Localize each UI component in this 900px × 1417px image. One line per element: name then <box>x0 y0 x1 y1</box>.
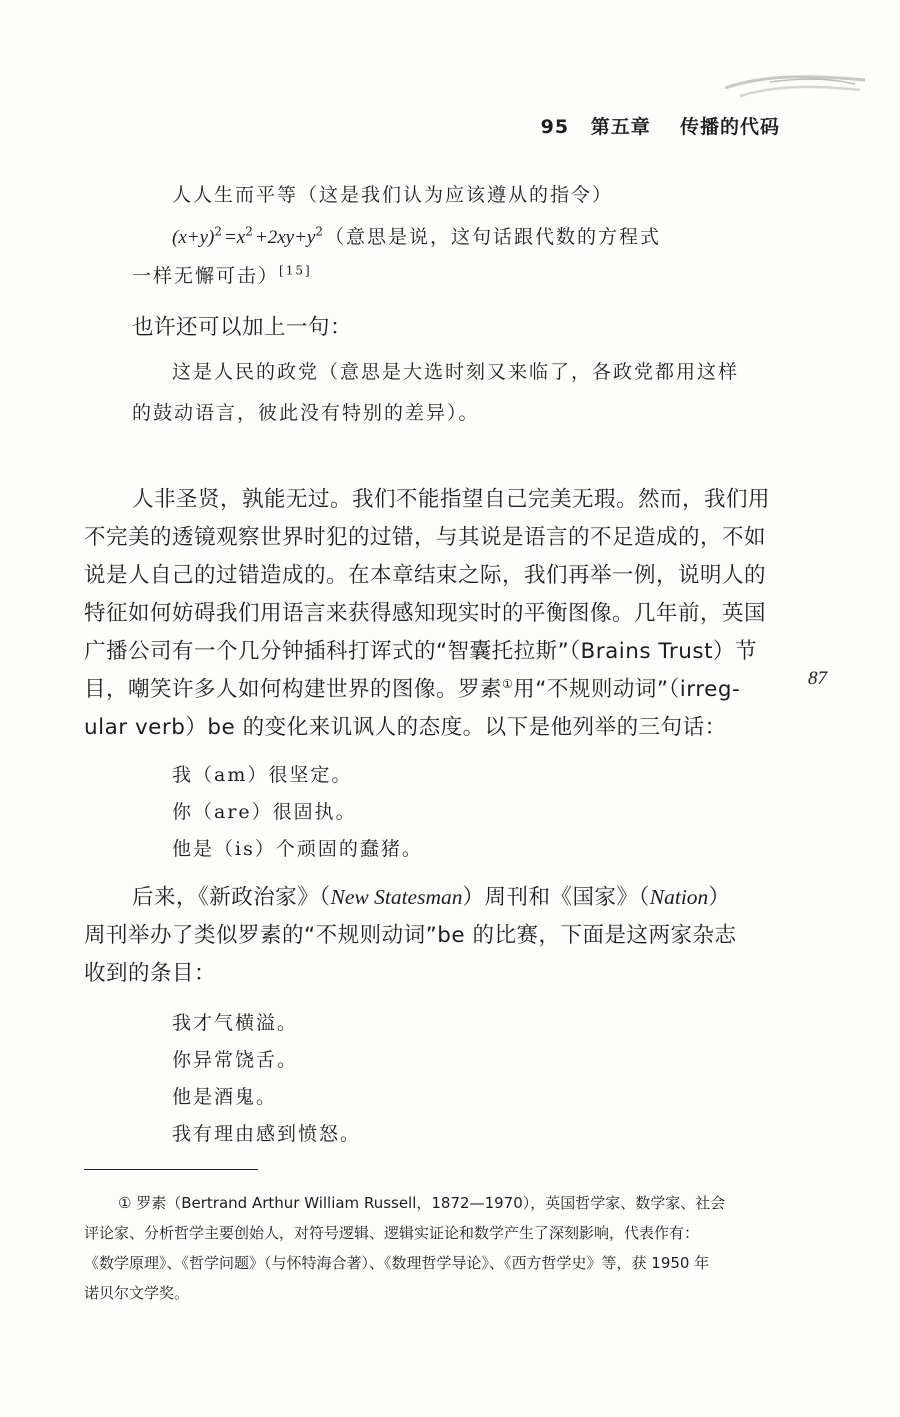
para1-line1: 人非圣贤，孰能无过。我们不能指望自己完美无瑕。然而，我们用 <box>132 487 771 512</box>
magazine-new-statesman: New Statesman <box>330 885 463 909</box>
running-header <box>541 112 780 139</box>
formula-lhs: (x+y) <box>172 227 215 248</box>
para1-line6-b: 用“不规则动词”（irreg- <box>513 677 741 702</box>
quote1-line2-rest: （意思是说，这句话跟代数的方程式 <box>324 226 661 248</box>
quote1-line3-text: 一样无懈可击） <box>132 265 280 287</box>
para2-line1-a: 后来，《新政治家》（ <box>132 885 331 910</box>
entry-item: 他是酒鬼。 <box>172 1086 278 1108</box>
para1-line3: 说是人自己的过错造成的。在本章结束之际，我们再举一例，说明人的 <box>84 563 767 588</box>
footnote-line3: 《数学原理》、《哲学问题》（与怀特海合著）、《数理哲学导论》、《西方哲学史》等，获 1950 年 <box>84 1254 710 1272</box>
connector-sentence: 也许还可以加上一句： <box>132 315 353 340</box>
footnote-divider <box>84 1169 258 1170</box>
reference-mark: [15] <box>279 263 312 278</box>
entry-item: 我才气横溢。 <box>172 1012 299 1034</box>
entry-item: 你异常饶舌。 <box>172 1049 299 1071</box>
header-page-number: 95 <box>540 116 570 138</box>
para1-line6-a: 目，嘲笑许多人如何构建世界的图像。罗素 <box>84 677 503 702</box>
quote1-line1: 人人生而平等（这是我们认为应该遵从的指令） <box>172 184 614 206</box>
formula-exp-2: 2 <box>245 224 255 239</box>
example-item: 我（am）很坚定。 <box>172 764 353 786</box>
para1-line5: 广播公司有一个几分钟插科打诨式的“智囊托拉斯”（Brains Trust）节 <box>84 639 757 664</box>
magazine-nation: Nation <box>649 885 709 909</box>
formula-mid1: =x <box>223 227 246 248</box>
quote1-line2 <box>172 222 661 249</box>
para1-line4: 特征如何妨碍我们用语言来获得感知现实时的平衡图像。几年前，英国 <box>84 601 767 626</box>
footnote-mark[interactable]: ① <box>502 676 514 691</box>
formula-exp-3: 2 <box>315 224 325 239</box>
quote2-line2: 的鼓动语言，彼此没有特别的差异）。 <box>132 402 480 424</box>
margin-page-number: 87 <box>808 668 827 689</box>
decorative-swoosh <box>720 66 870 106</box>
para2-line1-b: ）周刊和《国家》（ <box>462 885 650 910</box>
para1-line6 <box>84 672 740 703</box>
quote2-line1: 这是人民的政党（意思是大选时刻又来临了，各政党都用这样 <box>172 361 740 383</box>
formula-mid2: +2xy+y <box>254 227 316 248</box>
footnote-line2: 评论家、分析哲学主要创始人，对符号逻辑、逻辑实证论和数学产生了深刻影响，代表作有： <box>84 1224 700 1242</box>
para2-line3: 收到的条目： <box>84 961 217 986</box>
para2-line1 <box>132 880 730 911</box>
footnote-line4: 诺贝尔文学奖。 <box>84 1284 190 1302</box>
formula-exp-1: 2 <box>214 224 224 239</box>
example-item: 他是（is）个顽固的蠢猪。 <box>172 838 423 860</box>
header-chapter-title: 传播的代码 <box>679 116 780 138</box>
entry-item: 我有理由感到愤怒。 <box>172 1123 362 1145</box>
header-chapter: 第五章 <box>590 116 651 138</box>
example-item: 你（are）很固执。 <box>172 801 357 823</box>
quote1-line3 <box>132 261 312 288</box>
para1-line2: 不完美的透镜观察世界时犯的过错，与其说是语言的不足造成的，不如 <box>84 525 767 550</box>
footnote-line1: ① 罗素（Bertrand Arthur William Russell，1872—1970），英国哲学家、数学家、社会 <box>118 1194 726 1212</box>
para2-line2: 周刊举办了类似罗素的“不规则动词”be 的比赛，下面是这两家杂志 <box>84 923 737 948</box>
para1-line7: ular verb）be 的变化来讥讽人的态度。以下是他列举的三句话： <box>84 715 727 740</box>
para2-line1-c: ） <box>708 885 731 910</box>
